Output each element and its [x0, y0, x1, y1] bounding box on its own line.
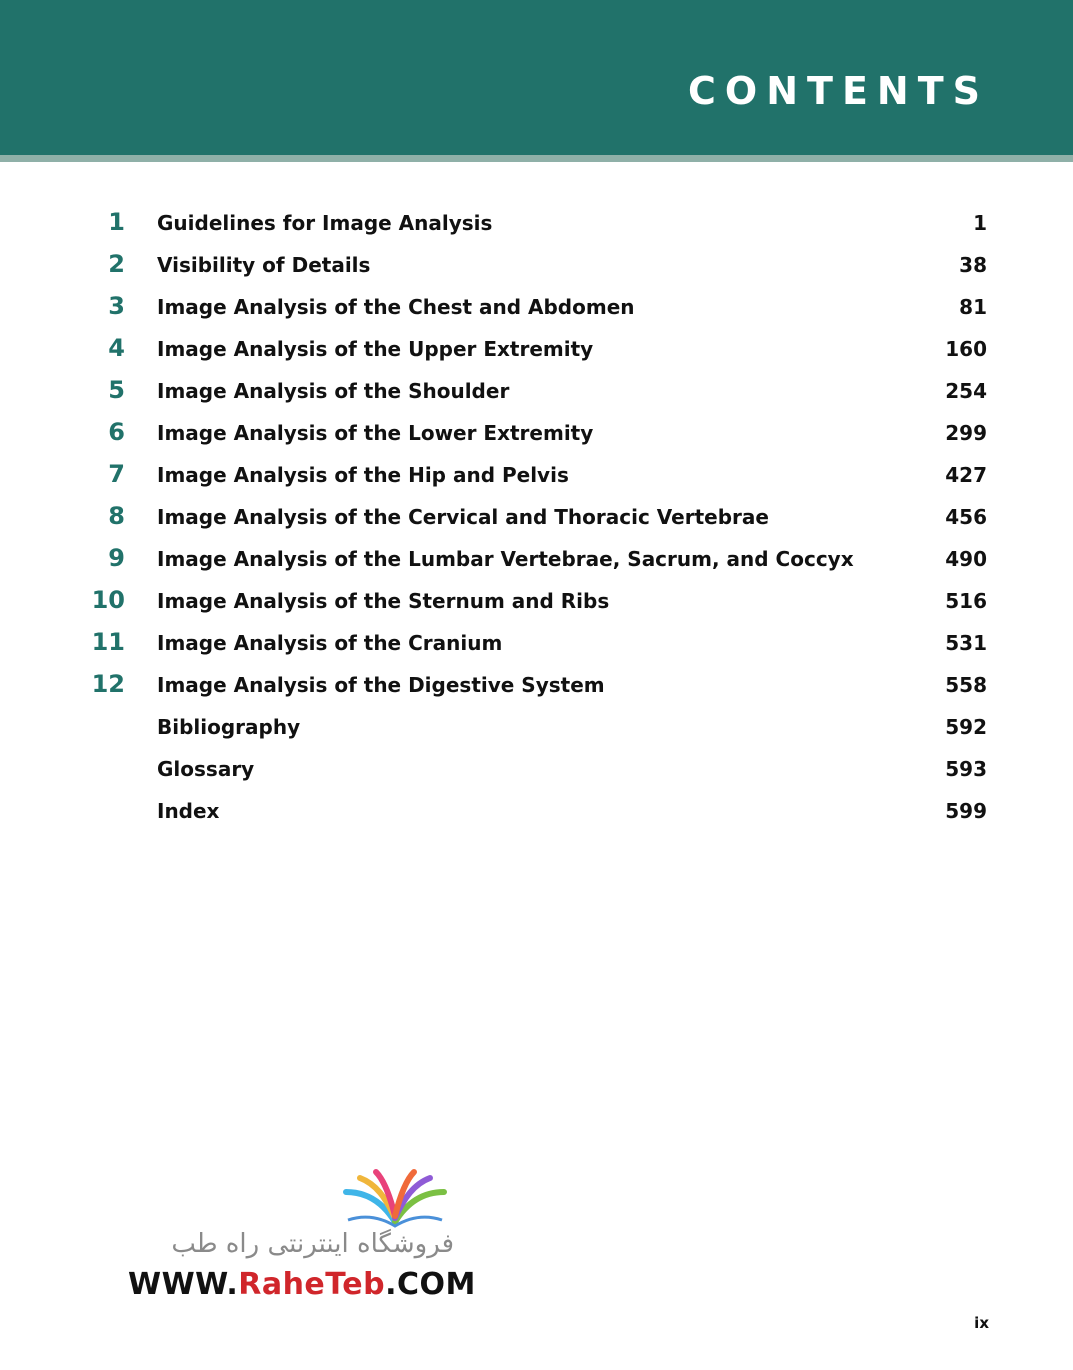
watermark-url — [128, 1266, 476, 1304]
page-number: 490 — [945, 547, 987, 571]
chapter-number: 9 — [108, 544, 125, 572]
table-of-contents — [0, 202, 1073, 832]
toc-entry[interactable] — [0, 454, 1073, 496]
page-number: 531 — [945, 631, 987, 655]
chapter-title: Glossary — [157, 757, 255, 781]
chapter-number: 11 — [91, 628, 125, 656]
chapter-title: Image Analysis of the Lumbar Vertebrae, Sacrum, and Coccyx — [157, 547, 854, 571]
page-number: 427 — [945, 463, 987, 487]
chapter-title: Image Analysis of the Chest and Abdomen — [157, 295, 635, 319]
chapter-title: Bibliography — [157, 715, 301, 739]
toc-entry[interactable] — [0, 538, 1073, 580]
page-number: 299 — [945, 421, 987, 445]
watermark-persian-text: فروشگاه اینترنتی راه طب — [171, 1229, 454, 1259]
page-number: 1 — [973, 211, 987, 235]
header-banner — [0, 0, 1073, 162]
toc-entry[interactable] — [0, 664, 1073, 706]
chapter-number: 2 — [108, 250, 125, 278]
page-number: 160 — [945, 337, 987, 361]
page-number: 456 — [945, 505, 987, 529]
toc-entry[interactable] — [0, 370, 1073, 412]
chapter-title: Image Analysis of the Cranium — [157, 631, 503, 655]
chapter-number: 4 — [108, 334, 125, 362]
page-number: 38 — [959, 253, 987, 277]
toc-entry[interactable] — [0, 580, 1073, 622]
url-prefix: WWW. — [128, 1267, 239, 1302]
page-number: 516 — [945, 589, 987, 613]
chapter-title: Visibility of Details — [157, 253, 371, 277]
chapter-number: 5 — [108, 376, 125, 404]
chapter-title: Image Analysis of the Digestive System — [157, 673, 605, 697]
toc-entry[interactable] — [0, 328, 1073, 370]
open-book-logo-icon — [338, 1168, 453, 1230]
toc-entry[interactable] — [0, 748, 1073, 790]
page-number: 254 — [945, 379, 987, 403]
toc-entry[interactable] — [0, 496, 1073, 538]
chapter-title: Image Analysis of the Shoulder — [157, 379, 510, 403]
toc-entry[interactable] — [0, 412, 1073, 454]
page-number: 592 — [945, 715, 987, 739]
chapter-number: 12 — [91, 670, 125, 698]
chapter-number: 3 — [108, 292, 125, 320]
toc-entry[interactable] — [0, 706, 1073, 748]
toc-entry[interactable] — [0, 286, 1073, 328]
chapter-title: Image Analysis of the Cervical and Thoracic Vertebrae — [157, 505, 769, 529]
url-brand: RaheTeb — [238, 1267, 386, 1302]
toc-entry[interactable] — [0, 790, 1073, 832]
watermark — [128, 1168, 476, 1308]
page-title: CONTENTS — [688, 69, 989, 113]
chapter-title: Index — [157, 799, 220, 823]
chapter-number: 7 — [108, 460, 125, 488]
page-number: 593 — [945, 757, 987, 781]
chapter-title: Image Analysis of the Upper Extremity — [157, 337, 594, 361]
chapter-number: 10 — [91, 586, 125, 614]
chapter-number: 8 — [108, 502, 125, 530]
chapter-title: Image Analysis of the Hip and Pelvis — [157, 463, 569, 487]
chapter-title: Guidelines for Image Analysis — [157, 211, 493, 235]
page-number: 81 — [959, 295, 987, 319]
url-suffix: .COM — [385, 1267, 476, 1302]
page-number: 558 — [945, 673, 987, 697]
chapter-title: Image Analysis of the Lower Extremity — [157, 421, 594, 445]
chapter-number: 1 — [108, 208, 125, 236]
toc-entry[interactable] — [0, 622, 1073, 664]
page-folio: ix — [974, 1314, 989, 1332]
page-number: 599 — [945, 799, 987, 823]
toc-entry[interactable] — [0, 202, 1073, 244]
chapter-title: Image Analysis of the Sternum and Ribs — [157, 589, 610, 613]
toc-entry[interactable] — [0, 244, 1073, 286]
chapter-number: 6 — [108, 418, 125, 446]
